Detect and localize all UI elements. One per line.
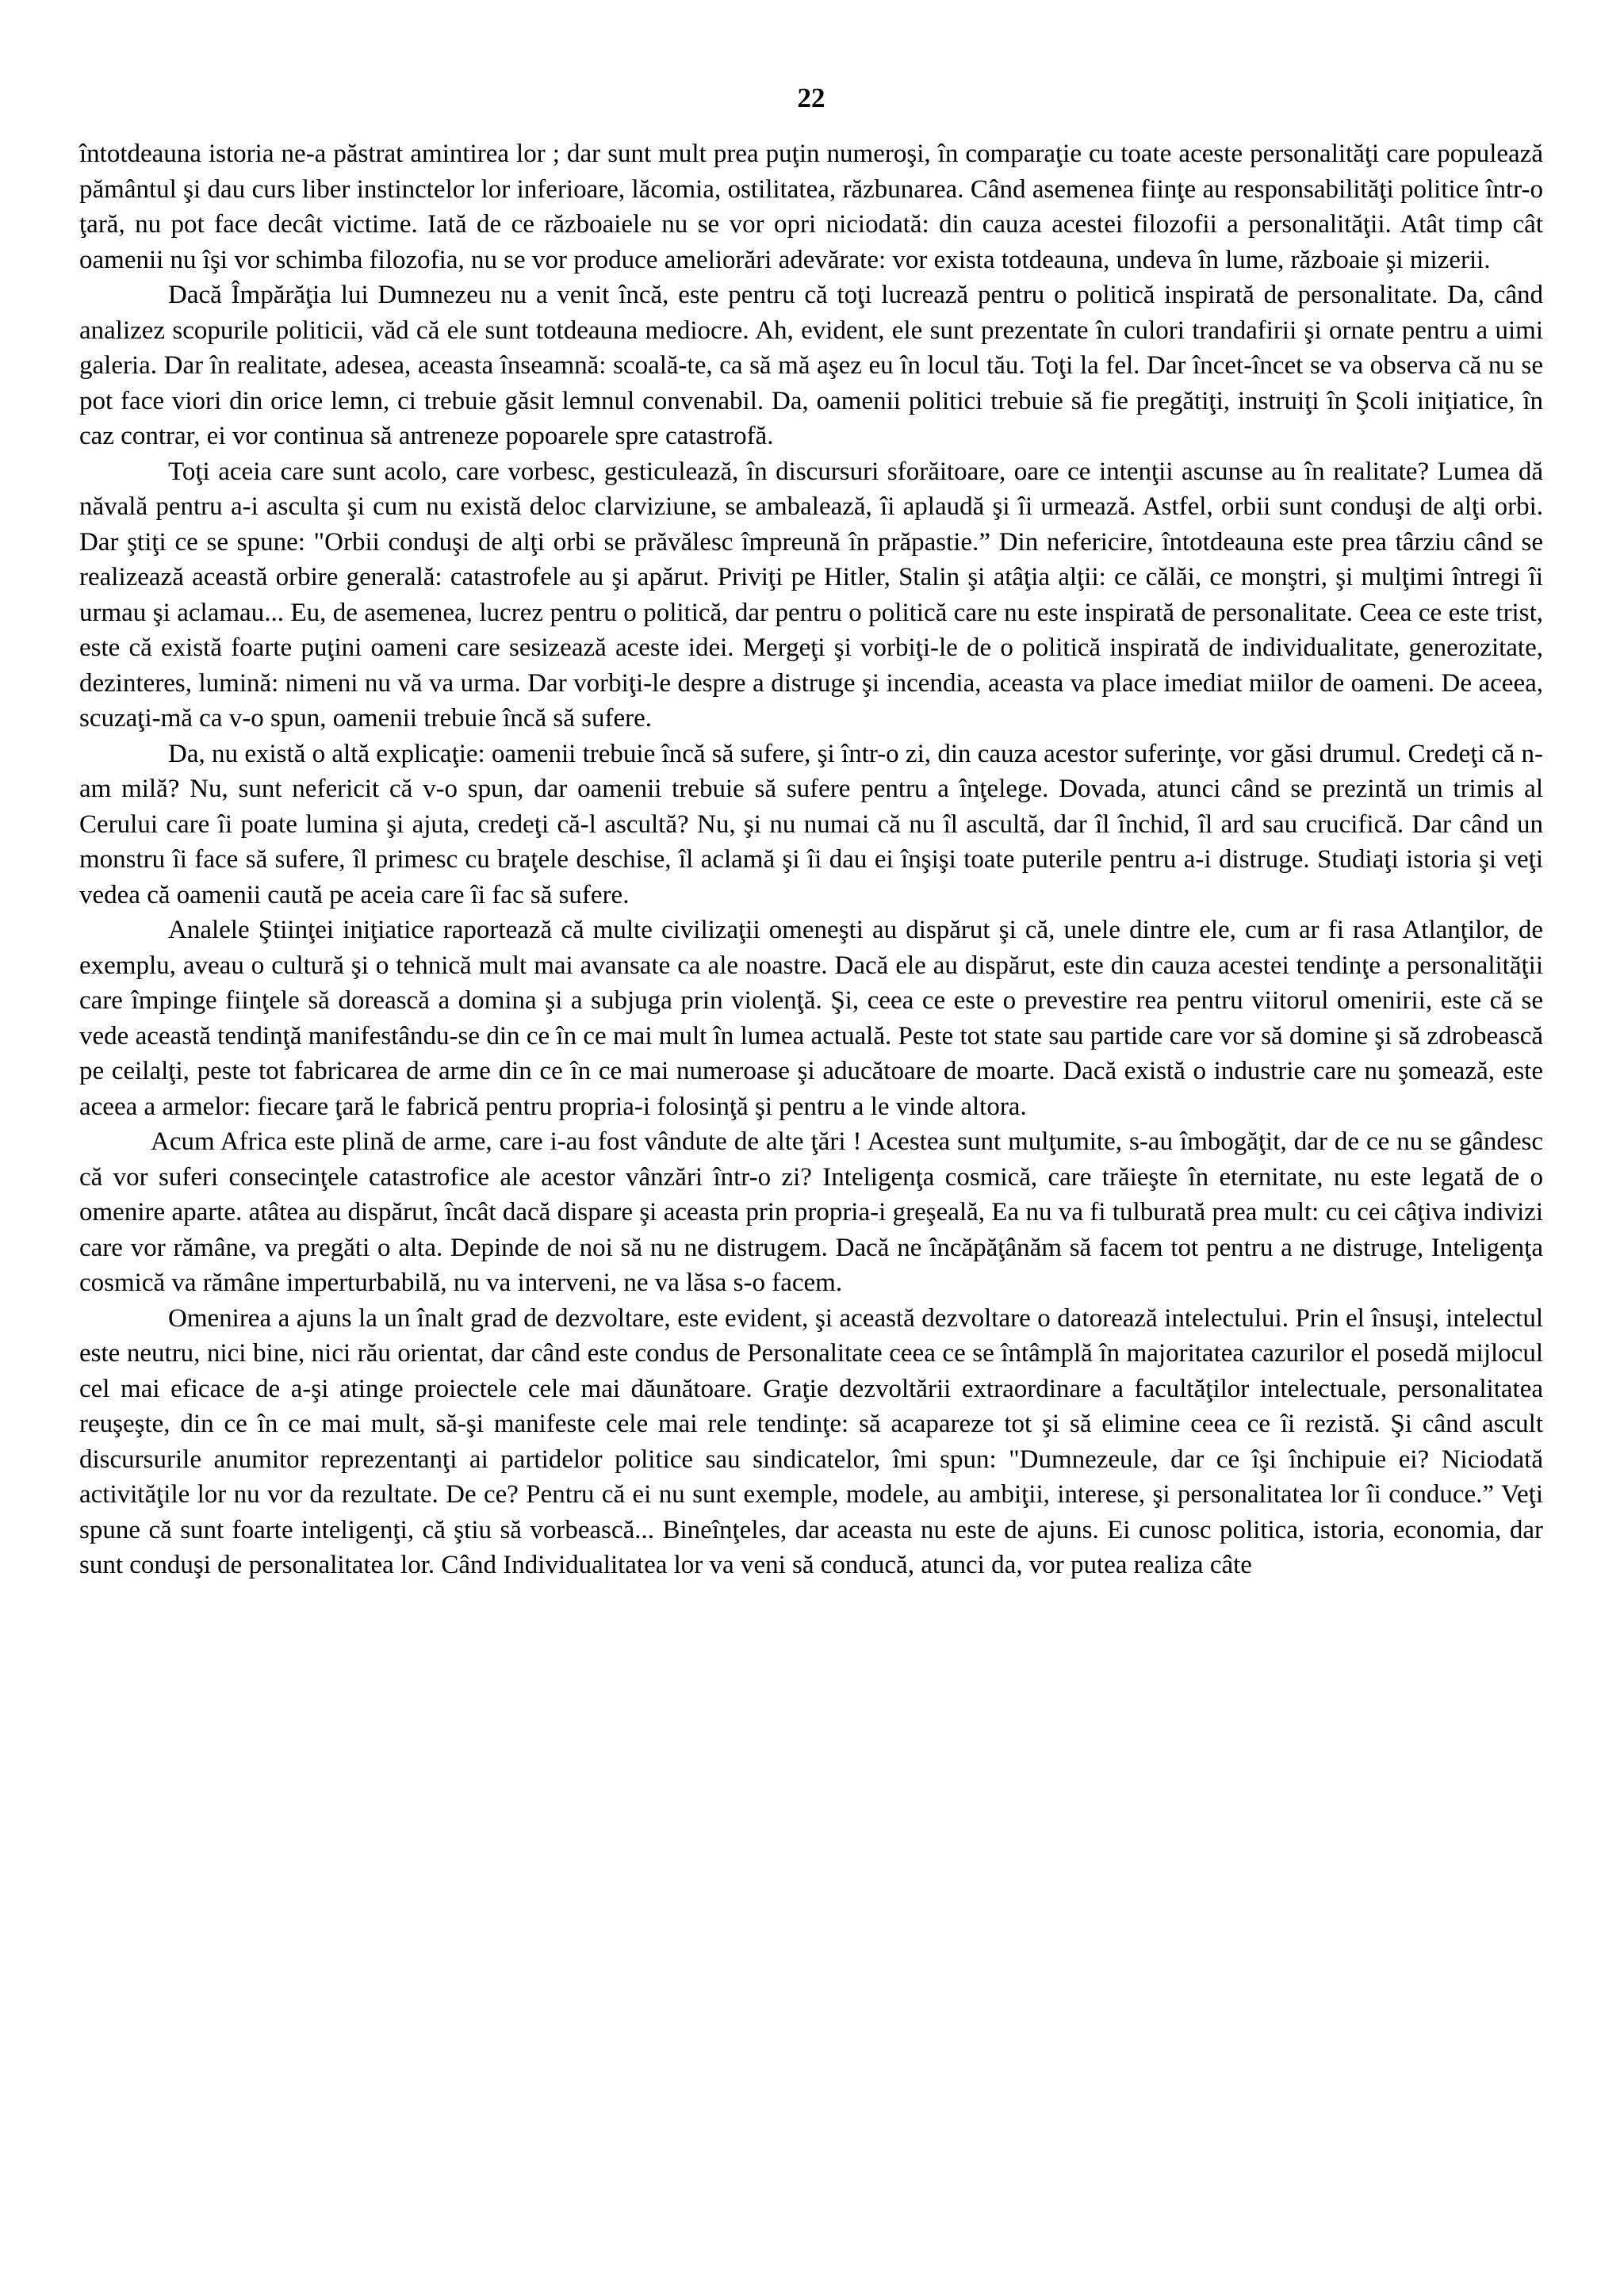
paragraph: Da, nu există o altă explicaţie: oamenii trebuie încă să sufere, şi într-o zi, din cauza acestor suferinţe, vor găsi drumul. Credeţi că n-am milă? Nu, sunt nefericit că v-o spun, dar oamenii trebuie să sufere pentru a înţelege. Dovada, atunci când se prezintă un trimis al Cerului care îi poate lumina şi ajuta, credeţi că-l ascultă? Nu, şi nu numai că nu îl ascultă, dar îl închid, îl ard sau crucifică. Dar când un monstru îi face să sufere, îl primesc cu braţele deschise, îl aclamă şi îi dau ei înşişi toate puterile pentru a-i distruge. Studiaţi istoria şi veţi vedea că oamenii caută pe aceia care îi fac să sufere. bbox=[79, 739, 1543, 909]
paragraph: Toţi aceia care sunt acolo, care vorbesc, gesticulează, în discursuri sforăitoare, oare ce intenţii ascunse au în realitate? Lumea dă năvală pentru a-i asculta şi cum nu există deloc clarviziune, se ambalează, îi aplaudă şi îi urmează. Astfel, orbii sunt conduşi de alţi orbi. Dar ştiţi ce se spune: "Orbii conduşi de alţi orbi se prăvălesc împreună în prăpastie.” Din nefericire, întotdeauna este prea târziu când se realizează această orbire generală: catastrofele au şi apărut. Priviţi pe Hitler, Stalin şi atâţia alţii: ce călăi, ce monştri, şi mulţimi întregi îi urmau şi aclamau... Eu, de asemenea, lucrez pentru o politică, dar pentru o politică care nu este inspirată de personalitate. Ceea ce este trist, este că există foarte puţini oameni care sesizează aceste idei. Mergeţi şi vorbiţi-le de o politică inspirată de individualitate, generozitate, dezinteres, lumină: nimeni nu vă va urma. Dar vorbiţi-le despre a distruge şi incendia, aceasta va place imediat miilor de oameni. De aceea, scuzaţi-mă ca v-o spun, oamenii trebuie încă să sufere. bbox=[79, 457, 1543, 733]
paragraph: întotdeauna istoria ne-a păstrat amintirea lor ; dar sunt mult prea puţin numeroşi, în comparaţie cu toate aceste personalităţi care populează pământul şi dau curs liber instinctelor lor inferioare, lăcomia, ostilitatea, răzbunarea. Când asemenea fiinţe au responsabilităţi politice într-o ţară, nu pot face decât victime. Iată de ce războaiele nu se vor opri niciodată: din cauza acestei filozofii a personalităţii. Atât timp cât oamenii nu îşi vor schimba filozofia, nu se vor produce ameliorări adevărate: vor exista totdeauna, undeva în lume, războaie şi mizerii. bbox=[79, 140, 1543, 274]
paragraph: Omenirea a ajuns la un înalt grad de dezvoltare, este evident, şi această dezvoltare o datorează intelectului. Prin el însuşi, intelectul este neutru, nici bine, nici rău orientat, dar când este condus de Personalitate ceea ce se întâmplă în majoritatea cazurilor el posedă mijlocul cel mai eficace de a-şi atinge proiectele cele mai dăunătoare. Graţie dezvoltării extraordinare a facultăţilor intelectuale, personalitatea reuşeşte, din ce în ce mai mult, să-şi manifeste cele mai rele tendinţe: să acapareze tot şi să elimine ceea ce îi rezistă. Şi când ascult discursurile anumitor reprezentanţi ai partidelor politice sau sindicatelor, îmi spun: "Dumnezeule, dar ce îşi închipuie ei? Niciodată activităţile lor nu vor da rezultate. De ce? Pentru că ei nu sunt exemple, modele, au ambiţii, interese, şi personalitatea lor îi conduce.” Veţi spune că sunt foarte inteligenţi, că ştiu să vorbească... Bineînţeles, dar aceasta nu este de ajuns. Ei cunosc politica, istoria, economia, dar sunt conduşi de personalitatea lor. Când Individualitatea lor va veni să conducă, atunci da, vor putea realiza câte bbox=[79, 1303, 1543, 1579]
body-text bbox=[79, 136, 1543, 1583]
paragraph: Analele Ştiinţei iniţiatice raportează că multe civilizaţii omeneşti au dispărut şi că, unele dintre ele, cum ar fi rasa Atlanţilor, de exemplu, aveau o cultură şi o tehnică mult mai avansate ca ale noastre. Dacă ele au dispărut, este din cauza acestei tendinţe a personalităţii care împinge fiinţele să dorească a domina şi a subjuga prin violenţă. Şi, ceea ce este o prevestire rea pentru viitorul omenirii, este că se vede această tendinţă manifestându-se din ce în ce mai mult în lumea actuală. Peste tot state sau partide care vor să domine şi să zdrobească pe ceilalţi, peste tot fabricarea de arme din ce în ce mai numeroase şi aducătoare de moarte. Dacă există o industrie care nu şomează, este aceea a armelor: fiecare ţară le fabrică pentru propria-i folosinţă şi pentru a le vinde altora. bbox=[79, 916, 1543, 1121]
paragraph: Dacă Împărăţia lui Dumnezeu nu a venit încă, este pentru că toţi lucrează pentru o politică inspirată de personalitate. Da, când analizez scopurile politicii, văd că ele sunt totdeauna mediocre. Ah, evident, ele sunt prezentate în culori trandafirii şi ornate pentru a uimi galeria. Dar în realitate, adesea, aceasta înseamnă: scoală-te, ca să mă aşez eu în locul tău. Toţi la fel. Dar încet-încet se va observa că nu se pot face viori din orice lemn, ci trebuie găsit lemnul convenabil. Da, oamenii politici trebuie să fie pregătiţi, instruiţi în Şcoli iniţiatice, în caz contrar, ei vor continua să antreneze popoarele spre catastrofă. bbox=[79, 281, 1543, 450]
page-number: 22 bbox=[797, 82, 825, 113]
paragraph: Acum Africa este plină de arme, care i-au fost vândute de alte ţări ! Acestea sunt mulţumite, s-au îmbogăţit, dar de ce nu se gândesc că vor suferi consecinţele catastrofice ale acestor vânzări într-o zi? Inteligenţa cosmică, care trăieşte în eternitate, nu este legată de o omenire aparte. atâtea au dispărut, încât dacă dispare şi aceasta prin propria-i greşeală, Ea nu va fi tulburată prea mult: cu cei câţiva indivizi care vor rămâne, va pregăti o alta. Depinde de noi să nu ne distrugem. Dacă ne încăpăţânăm să facem tot pentru a ne distruge, Inteligenţa cosmică va rămâne imperturbabilă, nu va interveni, ne va lăsa s-o facem. bbox=[79, 1127, 1543, 1297]
document-page bbox=[79, 0, 1543, 2296]
